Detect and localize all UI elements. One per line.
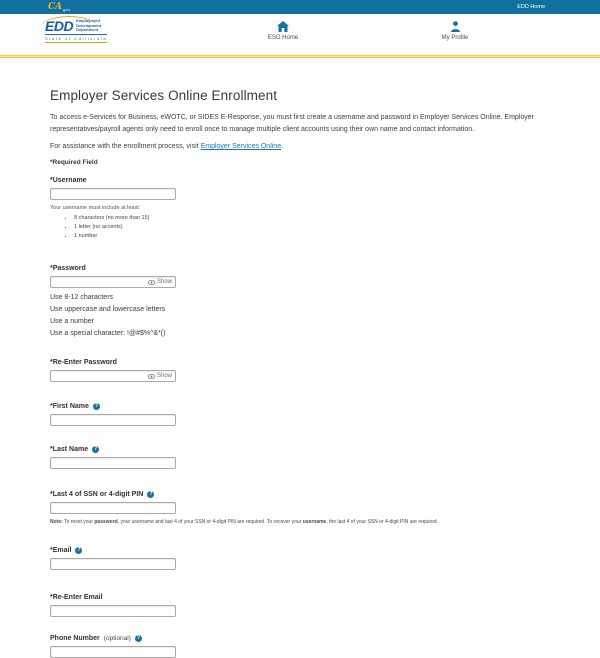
note-bold: Note: xyxy=(50,519,63,525)
username-hint-title: Your username must include at least: xyxy=(50,205,141,211)
ssn-pin-help-icon[interactable]: ? xyxy=(149,491,153,497)
nav-eso-home-label: ESO Home xyxy=(267,35,299,41)
ca-gov-logo[interactable] xyxy=(48,3,71,12)
password-group xyxy=(50,265,555,338)
password-show-label: Show xyxy=(156,279,172,285)
note-text: To reset your xyxy=(62,519,95,525)
eye-icon xyxy=(148,280,155,285)
edd-home-link[interactable]: EDD Home xyxy=(517,4,545,10)
password-label: *Password xyxy=(50,265,86,272)
required-field-note: *Required Field xyxy=(50,159,98,166)
ssn-pin-label: *Last 4 of SSN or 4-digit PIN xyxy=(50,491,144,498)
reenter-email-input[interactable] xyxy=(50,605,176,617)
email-input[interactable] xyxy=(50,558,176,570)
edd-logo-state: State of California xyxy=(45,36,108,41)
reenter-password-show-button[interactable] xyxy=(145,373,175,379)
first-name-input[interactable] xyxy=(50,414,176,426)
username-hint-item: • 1 number xyxy=(74,233,555,239)
email-group xyxy=(50,547,555,570)
last-name-group xyxy=(50,446,555,469)
note-bold: username xyxy=(302,519,327,525)
last-name-input[interactable] xyxy=(50,457,176,469)
assistance-paragraph xyxy=(50,143,555,150)
first-name-help-icon[interactable]: ? xyxy=(94,403,98,409)
phone-help-icon[interactable]: ? xyxy=(136,635,140,641)
note-bold: password xyxy=(94,519,118,525)
note-text: , your username and last 4 of your SSN or 4-digit PIN are required. To recover your xyxy=(117,519,303,525)
edd-logo[interactable] xyxy=(45,19,107,43)
nav-eso-home[interactable] xyxy=(253,21,313,41)
ca-gov-logo-script: CA xyxy=(48,1,63,12)
reenter-password-label: *Re-Enter Password xyxy=(50,359,117,366)
phone-group xyxy=(50,635,555,658)
reenter-email-group xyxy=(50,594,555,617)
phone-input[interactable] xyxy=(50,646,176,658)
password-rule: Use a number xyxy=(50,318,94,325)
ssn-pin-note xyxy=(50,519,570,525)
password-rule: Use uppercase and lowercase letters xyxy=(50,306,166,313)
reenter-email-label: *Re-Enter Email xyxy=(50,594,103,601)
username-hint-list xyxy=(50,215,555,239)
username-hint-item: • 1 letter (no accents) xyxy=(74,224,555,230)
email-label: *Email xyxy=(50,547,72,554)
password-rule: Use a special character: !@#$%^&*() xyxy=(50,330,166,337)
last-name-help-icon[interactable]: ? xyxy=(94,446,98,452)
username-label: *Username xyxy=(50,177,87,184)
intro-paragraph: To access e-Services for Business, eWOTC, or SIDES E-Response, you must first create a username and password in Employer Services Online. Employer representatives/payroll agents only need to enroll once to manage multiple client accounts using their own name and contact information. xyxy=(50,114,534,133)
note-text: , the last 4 of your SSN or 4-digit PIN are required. xyxy=(326,519,439,525)
ca-gov-logo-gov: gov xyxy=(63,6,71,12)
page-title: Employer Services Online Enrollment xyxy=(50,88,278,103)
password-show-button[interactable] xyxy=(145,279,175,285)
phone-label: Phone Number xyxy=(50,635,100,642)
ssn-pin-group xyxy=(50,491,555,525)
email-help-icon[interactable]: ? xyxy=(77,547,81,553)
password-input[interactable] xyxy=(51,277,145,287)
username-hint-item: • 8 characters (no more than 15) xyxy=(74,215,555,221)
eye-icon xyxy=(148,374,155,379)
assistance-text: For assistance with the enrollment process, visit xyxy=(50,143,201,150)
nav-my-profile[interactable] xyxy=(425,21,485,41)
nav-my-profile-label: My Profile xyxy=(441,35,469,41)
top-utility-bar xyxy=(0,0,600,14)
reenter-password-input[interactable] xyxy=(51,371,145,381)
employer-services-online-link[interactable]: Employer Services Online xyxy=(200,143,282,150)
assistance-text-suffix: . xyxy=(281,143,284,150)
phone-optional-label: (optional) xyxy=(103,635,131,642)
site-header xyxy=(0,14,600,55)
person-icon xyxy=(450,21,461,32)
edd-logo-line: Development xyxy=(76,22,102,28)
password-field xyxy=(50,276,176,288)
edd-logo-line: Employment xyxy=(76,18,101,23)
first-name-group xyxy=(50,403,555,426)
username-group xyxy=(50,177,555,239)
reenter-password-field xyxy=(50,370,176,382)
reenter-password-group xyxy=(50,359,555,382)
home-icon xyxy=(277,21,289,32)
password-rule: Use 8-12 characters xyxy=(50,294,114,301)
reenter-password-show-label: Show xyxy=(156,373,172,379)
edd-logo-line: Department xyxy=(76,27,99,33)
first-name-label: *First Name xyxy=(50,403,89,410)
enrollment-form-page xyxy=(0,58,600,658)
username-input[interactable] xyxy=(50,188,176,200)
edd-logo-text: EDD xyxy=(45,18,74,34)
last-name-label: *Last Name xyxy=(50,446,89,453)
ssn-pin-input[interactable] xyxy=(50,502,176,514)
